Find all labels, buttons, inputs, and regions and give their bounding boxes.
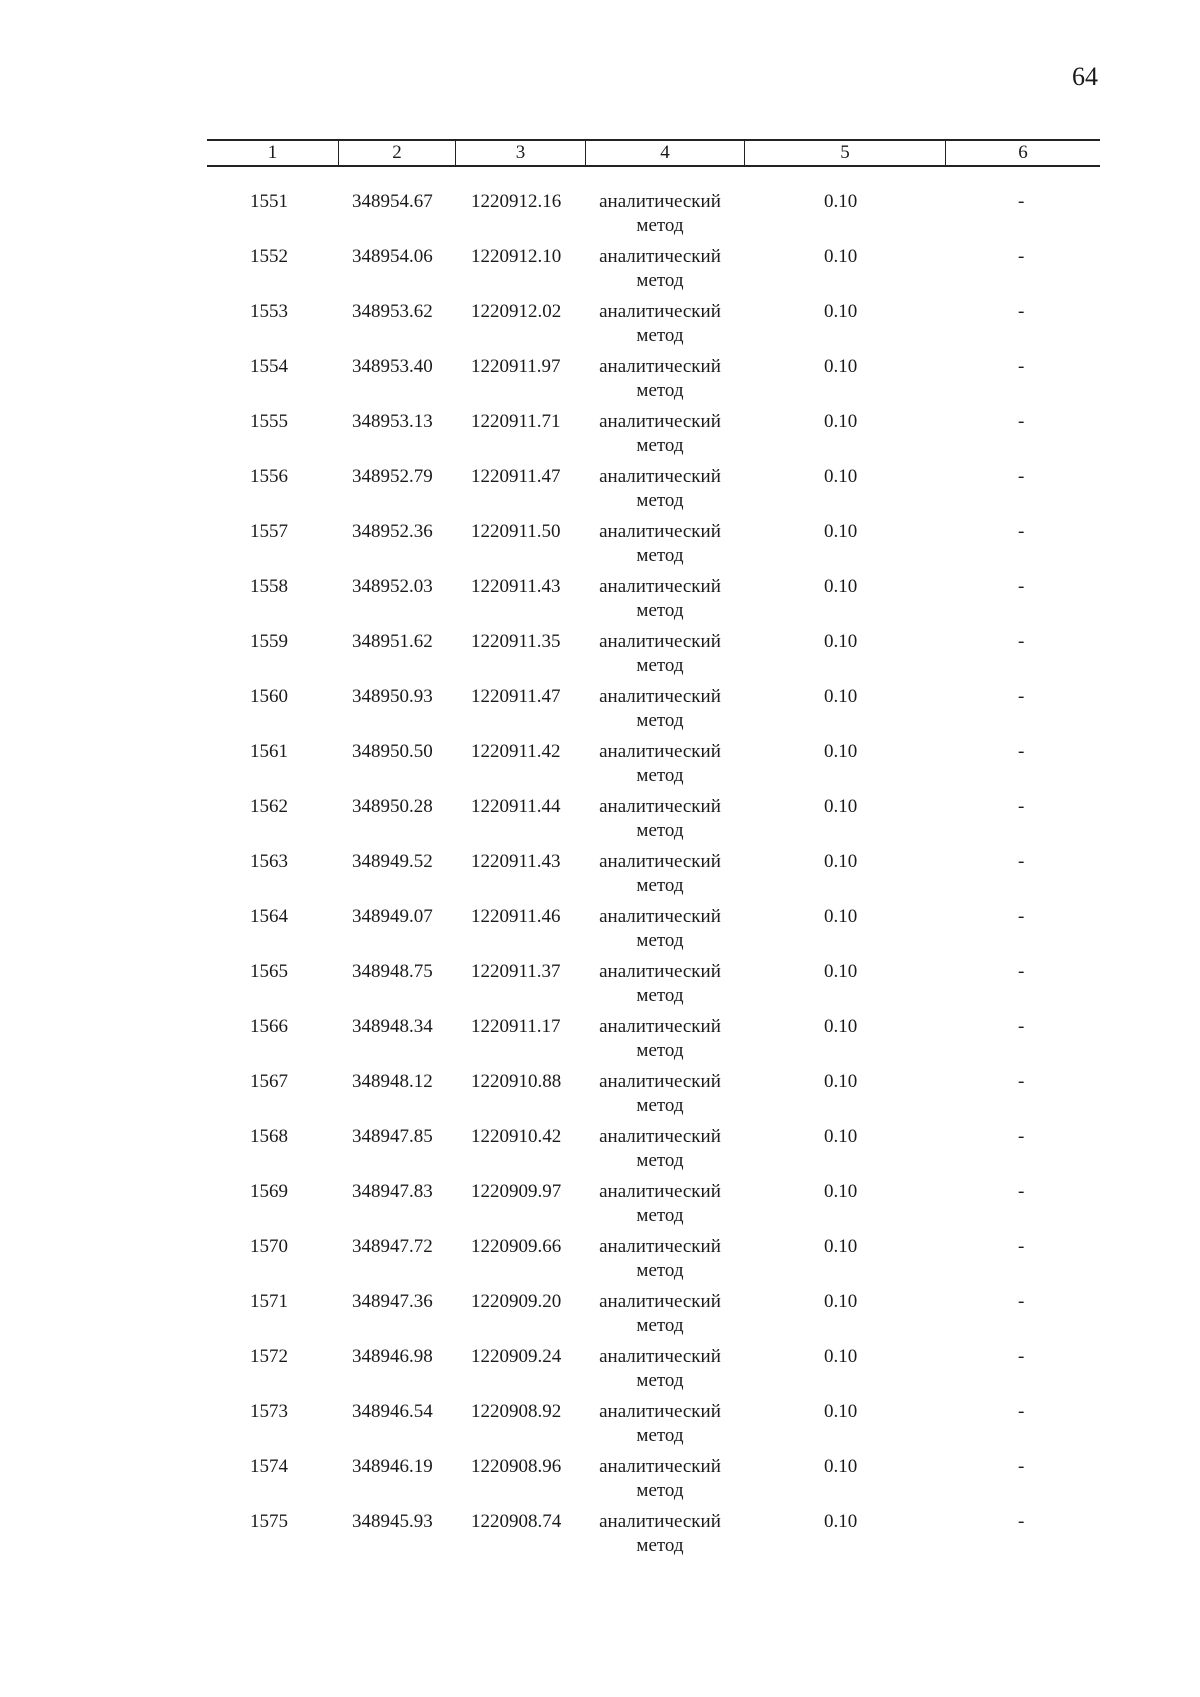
table-header	[207, 139, 1100, 167]
row-number: 1554	[250, 356, 288, 377]
note-value: -	[1018, 1511, 1025, 1532]
header-col-6: 6	[1018, 142, 1028, 163]
accuracy-value: 0.10	[824, 246, 858, 267]
x-coordinate: 348948.34	[352, 1016, 433, 1037]
y-coordinate: 1220910.88	[471, 1071, 562, 1092]
row-number: 1553	[250, 301, 288, 322]
x-coordinate: 348954.67	[352, 191, 433, 212]
y-coordinate: 1220912.16	[471, 191, 562, 212]
x-coordinate: 348952.79	[352, 466, 433, 487]
method-cell	[590, 465, 730, 513]
x-coordinate: 348950.50	[352, 741, 433, 762]
method-cell	[590, 1015, 730, 1063]
row-number: 1575	[250, 1511, 288, 1532]
accuracy-value: 0.10	[824, 1511, 858, 1532]
row-number: 1561	[250, 741, 288, 762]
method-line-1: аналитический	[599, 521, 721, 542]
row-number: 1572	[250, 1346, 288, 1367]
row-number: 1566	[250, 1016, 288, 1037]
method-cell	[590, 1070, 730, 1118]
accuracy-value: 0.10	[824, 796, 858, 817]
method-cell	[590, 685, 730, 733]
method-cell	[590, 960, 730, 1008]
x-coordinate: 348952.03	[352, 576, 433, 597]
table-row	[0, 1345, 1200, 1400]
table-row	[0, 795, 1200, 850]
y-coordinate: 1220912.02	[471, 301, 562, 322]
note-value: -	[1018, 851, 1025, 872]
method-line-1: аналитический	[599, 1016, 721, 1037]
table-row	[0, 1070, 1200, 1125]
note-value: -	[1018, 1291, 1025, 1312]
method-line-2: метод	[636, 1095, 684, 1116]
accuracy-value: 0.10	[824, 741, 858, 762]
y-coordinate: 1220911.50	[471, 521, 561, 542]
accuracy-value: 0.10	[824, 576, 858, 597]
method-line-1: аналитический	[599, 1071, 721, 1092]
y-coordinate: 1220911.35	[471, 631, 561, 652]
method-line-1: аналитический	[599, 1511, 721, 1532]
note-value: -	[1018, 521, 1025, 542]
x-coordinate: 348952.36	[352, 521, 433, 542]
table-row	[0, 960, 1200, 1015]
page-number: 64	[1072, 62, 1098, 91]
table-row	[0, 1400, 1200, 1455]
row-number: 1568	[250, 1126, 288, 1147]
header-col-3: 3	[515, 142, 526, 163]
method-cell	[590, 355, 730, 403]
method-line-2: метод	[636, 710, 684, 731]
method-cell	[590, 740, 730, 788]
note-value: -	[1018, 1016, 1025, 1037]
method-line-1: аналитический	[599, 1236, 721, 1257]
header-col-1: 1	[267, 142, 278, 163]
x-coordinate: 348947.36	[352, 1291, 433, 1312]
method-line-2: метод	[636, 1150, 684, 1171]
row-number: 1558	[250, 576, 288, 597]
method-cell	[590, 795, 730, 843]
y-coordinate: 1220911.46	[471, 906, 561, 927]
note-value: -	[1018, 246, 1025, 267]
accuracy-value: 0.10	[824, 1181, 858, 1202]
table-row	[0, 410, 1200, 465]
method-cell	[590, 1125, 730, 1173]
accuracy-value: 0.10	[824, 356, 858, 377]
method-line-1: аналитический	[599, 1456, 721, 1477]
note-value: -	[1018, 1126, 1025, 1147]
method-cell	[590, 850, 730, 898]
method-cell	[590, 1455, 730, 1503]
accuracy-value: 0.10	[824, 1016, 858, 1037]
method-line-1: аналитический	[599, 961, 721, 982]
row-number: 1563	[250, 851, 288, 872]
method-line-2: метод	[636, 215, 684, 236]
table-row	[0, 465, 1200, 520]
table-row	[0, 355, 1200, 410]
method-line-2: метод	[636, 490, 684, 511]
accuracy-value: 0.10	[824, 411, 858, 432]
method-line-1: аналитический	[599, 796, 721, 817]
table-row	[0, 190, 1200, 245]
row-number: 1564	[250, 906, 288, 927]
y-coordinate: 1220911.97	[471, 356, 561, 377]
table-row	[0, 630, 1200, 685]
method-line-1: аналитический	[599, 191, 721, 212]
x-coordinate: 348953.13	[352, 411, 433, 432]
header-col-2: 2	[392, 142, 402, 163]
method-line-1: аналитический	[599, 1346, 721, 1367]
method-line-2: метод	[636, 1480, 684, 1501]
row-number: 1569	[250, 1181, 288, 1202]
method-line-1: аналитический	[599, 576, 721, 597]
note-value: -	[1018, 961, 1025, 982]
accuracy-value: 0.10	[824, 906, 858, 927]
note-value: -	[1018, 906, 1025, 927]
method-line-1: аналитический	[599, 466, 721, 487]
method-line-2: метод	[636, 930, 684, 951]
method-line-2: метод	[636, 435, 684, 456]
method-line-1: аналитический	[599, 356, 721, 377]
row-number: 1560	[250, 686, 288, 707]
accuracy-value: 0.10	[824, 466, 858, 487]
x-coordinate: 348951.62	[352, 631, 433, 652]
accuracy-value: 0.10	[824, 1346, 858, 1367]
method-line-1: аналитический	[599, 686, 721, 707]
method-cell	[590, 410, 730, 458]
method-line-1: аналитический	[599, 906, 721, 927]
method-line-2: метод	[636, 875, 684, 896]
table-row	[0, 520, 1200, 575]
note-value: -	[1018, 466, 1025, 487]
method-line-1: аналитический	[599, 301, 721, 322]
note-value: -	[1018, 1181, 1025, 1202]
y-coordinate: 1220908.92	[471, 1401, 562, 1422]
row-number: 1567	[250, 1071, 288, 1092]
method-cell	[590, 1180, 730, 1228]
method-line-2: метод	[636, 1370, 684, 1391]
x-coordinate: 348946.98	[352, 1346, 433, 1367]
method-line-1: аналитический	[599, 1291, 721, 1312]
y-coordinate: 1220909.97	[471, 1181, 562, 1202]
x-coordinate: 348953.62	[352, 301, 433, 322]
y-coordinate: 1220912.10	[471, 246, 562, 267]
y-coordinate: 1220909.20	[471, 1291, 562, 1312]
y-coordinate: 1220908.74	[471, 1511, 562, 1532]
y-coordinate: 1220911.47	[471, 686, 561, 707]
method-cell	[590, 905, 730, 953]
method-line-2: метод	[636, 1425, 684, 1446]
method-cell	[590, 1290, 730, 1338]
table-row	[0, 300, 1200, 355]
row-number: 1565	[250, 961, 288, 982]
accuracy-value: 0.10	[824, 961, 858, 982]
method-cell	[590, 1345, 730, 1393]
method-line-2: метод	[636, 1040, 684, 1061]
table-row	[0, 575, 1200, 630]
method-cell	[590, 190, 730, 238]
row-number: 1574	[250, 1456, 288, 1477]
method-line-2: метод	[636, 600, 684, 621]
x-coordinate: 348948.75	[352, 961, 433, 982]
accuracy-value: 0.10	[824, 1236, 858, 1257]
note-value: -	[1018, 576, 1025, 597]
x-coordinate: 348947.83	[352, 1181, 433, 1202]
accuracy-value: 0.10	[824, 191, 858, 212]
table-row	[0, 1510, 1200, 1565]
x-coordinate: 348950.28	[352, 796, 433, 817]
x-coordinate: 348947.72	[352, 1236, 433, 1257]
row-number: 1557	[250, 521, 288, 542]
method-line-2: метод	[636, 1205, 684, 1226]
header-col-5: 5	[840, 142, 850, 163]
table-row	[0, 685, 1200, 740]
table-row	[0, 850, 1200, 905]
y-coordinate: 1220908.96	[471, 1456, 562, 1477]
x-coordinate: 348953.40	[352, 356, 433, 377]
x-coordinate: 348949.07	[352, 906, 433, 927]
table-row	[0, 1180, 1200, 1235]
row-number: 1571	[250, 1291, 288, 1312]
method-cell	[590, 520, 730, 568]
y-coordinate: 1220911.47	[471, 466, 561, 487]
method-line-2: метод	[636, 985, 684, 1006]
method-line-2: метод	[636, 1535, 684, 1556]
y-coordinate: 1220909.24	[471, 1346, 562, 1367]
y-coordinate: 1220911.43	[471, 576, 561, 597]
table-row	[0, 245, 1200, 300]
table-row	[0, 905, 1200, 960]
method-line-1: аналитический	[599, 631, 721, 652]
note-value: -	[1018, 796, 1025, 817]
y-coordinate: 1220911.43	[471, 851, 561, 872]
table-row	[0, 1235, 1200, 1290]
y-coordinate: 1220911.71	[471, 411, 561, 432]
note-value: -	[1018, 1346, 1025, 1367]
y-coordinate: 1220911.44	[471, 796, 561, 817]
method-cell	[590, 1235, 730, 1283]
y-coordinate: 1220909.66	[471, 1236, 562, 1257]
row-number: 1573	[250, 1401, 288, 1422]
accuracy-value: 0.10	[824, 631, 858, 652]
accuracy-value: 0.10	[824, 301, 858, 322]
row-number: 1555	[250, 411, 288, 432]
method-line-2: метод	[636, 655, 684, 676]
note-value: -	[1018, 191, 1025, 212]
accuracy-value: 0.10	[824, 1456, 858, 1477]
y-coordinate: 1220911.17	[471, 1016, 561, 1037]
method-cell	[590, 575, 730, 623]
note-value: -	[1018, 686, 1025, 707]
accuracy-value: 0.10	[824, 851, 858, 872]
note-value: -	[1018, 1456, 1025, 1477]
accuracy-value: 0.10	[824, 1071, 858, 1092]
method-cell	[590, 300, 730, 348]
row-number: 1551	[250, 191, 288, 212]
accuracy-value: 0.10	[824, 1291, 858, 1312]
method-line-1: аналитический	[599, 246, 721, 267]
method-line-1: аналитический	[599, 741, 721, 762]
method-line-1: аналитический	[599, 851, 721, 872]
method-line-2: метод	[636, 1315, 684, 1336]
header-col-4: 4	[660, 142, 670, 163]
table-row	[0, 740, 1200, 795]
method-line-1: аналитический	[599, 411, 721, 432]
y-coordinate: 1220911.37	[471, 961, 561, 982]
note-value: -	[1018, 631, 1025, 652]
x-coordinate: 348946.54	[352, 1401, 433, 1422]
row-number: 1562	[250, 796, 288, 817]
method-line-1: аналитический	[599, 1126, 721, 1147]
table-row	[0, 1455, 1200, 1510]
method-line-1: аналитический	[599, 1401, 721, 1422]
accuracy-value: 0.10	[824, 686, 858, 707]
method-line-2: метод	[636, 380, 684, 401]
accuracy-value: 0.10	[824, 1126, 858, 1147]
note-value: -	[1018, 741, 1025, 762]
note-value: -	[1018, 356, 1025, 377]
method-cell	[590, 1400, 730, 1448]
note-value: -	[1018, 301, 1025, 322]
x-coordinate: 348946.19	[352, 1456, 433, 1477]
method-line-2: метод	[636, 765, 684, 786]
method-cell	[590, 630, 730, 678]
x-coordinate: 348945.93	[352, 1511, 433, 1532]
x-coordinate: 348949.52	[352, 851, 433, 872]
method-line-2: метод	[636, 270, 684, 291]
method-line-2: метод	[636, 1260, 684, 1281]
note-value: -	[1018, 1236, 1025, 1257]
table-row	[0, 1290, 1200, 1345]
y-coordinate: 1220911.42	[471, 741, 561, 762]
note-value: -	[1018, 1401, 1025, 1422]
method-line-2: метод	[636, 820, 684, 841]
x-coordinate: 348948.12	[352, 1071, 433, 1092]
row-number: 1556	[250, 466, 288, 487]
method-line-2: метод	[636, 545, 684, 566]
method-cell	[590, 245, 730, 293]
y-coordinate: 1220910.42	[471, 1126, 562, 1147]
x-coordinate: 348947.85	[352, 1126, 433, 1147]
table-row	[0, 1125, 1200, 1180]
note-value: -	[1018, 411, 1025, 432]
note-value: -	[1018, 1071, 1025, 1092]
x-coordinate: 348954.06	[352, 246, 433, 267]
row-number: 1570	[250, 1236, 288, 1257]
method-line-1: аналитический	[599, 1181, 721, 1202]
row-number: 1559	[250, 631, 288, 652]
x-coordinate: 348950.93	[352, 686, 433, 707]
table-row	[0, 1015, 1200, 1070]
method-line-2: метод	[636, 325, 684, 346]
method-cell	[590, 1510, 730, 1558]
accuracy-value: 0.10	[824, 521, 858, 542]
row-number: 1552	[250, 246, 288, 267]
accuracy-value: 0.10	[824, 1401, 858, 1422]
